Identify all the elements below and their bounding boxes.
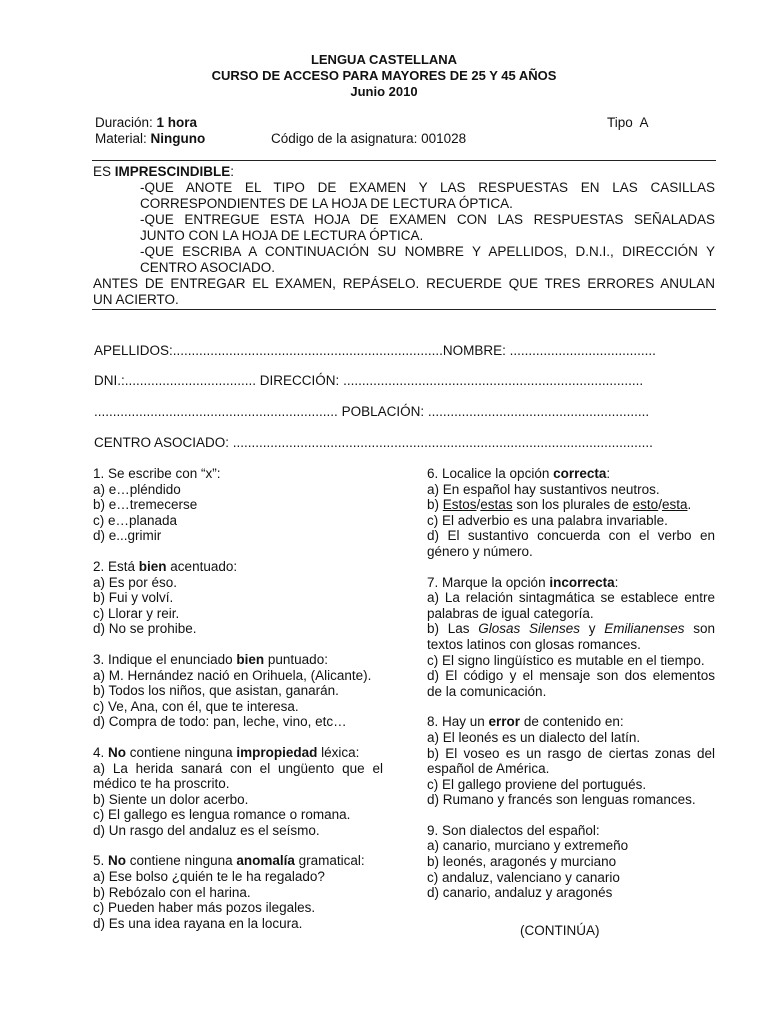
q8-stem (427, 714, 715, 730)
code-value: 001028 (421, 131, 467, 146)
instructions-lead (93, 164, 234, 180)
q4-option-a-line-1: a) La herida sanará con el ungüento que el (93, 760, 383, 776)
material-line (95, 131, 205, 147)
instruction-1-line-1: -QUE ANOTE EL TIPO DE EXAMEN Y LAS RESPUESTAS EN LAS CASILLAS (140, 180, 715, 195)
nombre-dots[interactable]: ....................................... (509, 343, 656, 358)
q8-stem-post: de contenido en: (520, 714, 624, 730)
q9-option-d: d) canario, andaluz y aragonés (427, 885, 613, 901)
q5-option-d: d) Es una idea rayana en la locura. (93, 915, 303, 931)
q6-option-a: a) En español hay sustantivos neutros. (427, 481, 660, 497)
q2-stem-bold: bien (138, 558, 167, 574)
q2-option-b: b) Fui y volví. (93, 590, 174, 606)
q5-stem-bold-2: anomalía (236, 853, 295, 869)
lead-suffix: : (230, 164, 235, 179)
q4-stem-bold-1: No (108, 744, 127, 760)
duration-label: Duración: (95, 115, 153, 130)
q3-option-d: d) Compra de todo: pan, leche, vino, etc… (93, 714, 347, 730)
q6-b-mid: son los plurales de (512, 497, 633, 513)
q8-stem-bold: error (488, 714, 521, 730)
q5-option-b: b) Rebózalo con el harina. (93, 884, 251, 900)
q7-option-b-line-1 (427, 621, 715, 637)
direccion-dots[interactable]: ................................................................................ (343, 373, 644, 388)
q6-option-d-line-1: d) El sustantivo concuerda con el verbo en (427, 528, 715, 544)
dni-dots[interactable]: ................................... (124, 373, 260, 388)
q9-stem: 9. Son dialectos del español: (427, 822, 600, 838)
material-value: Ninguno (150, 131, 206, 146)
q3-stem-pre: 3. Indique el enunciado (93, 651, 237, 667)
q3-option-a: a) M. Hernández nació en Orihuela, (Alicante). (93, 667, 372, 683)
material-label: Material: (95, 131, 147, 146)
direccion-label: DIRECCIÓN: (259, 373, 344, 388)
q6-stem-post: : (606, 466, 611, 481)
q5-stem (93, 853, 383, 869)
address-continuation-dots[interactable]: ................................................................. (94, 404, 342, 419)
q7-b-mid: y (579, 621, 605, 637)
centro-field[interactable] (94, 435, 653, 451)
q8-option-b-line-2: español de América. (427, 761, 550, 777)
type-label: Tipo (607, 115, 633, 130)
q7-b-post: son (684, 621, 715, 637)
lead-prefix: ES (93, 164, 115, 179)
q4-stem (93, 745, 383, 761)
exam-date: Junio 2010 (350, 84, 418, 99)
q7-b-emilianenses: Emilianenses (604, 621, 685, 637)
poblacion-dots[interactable]: ........................................................... (427, 404, 650, 419)
instruction-2 (140, 212, 715, 228)
subject-title: LENGUA CASTELLANA (310, 52, 458, 67)
q5-num: 5. (93, 853, 109, 869)
q6-stem (427, 466, 715, 482)
q3-stem-post: puntuado: (264, 651, 328, 667)
instruction-2-line-2: JUNTO CON LA HOJA DE LECTURA ÓPTICA. (140, 228, 424, 243)
warning-line-2: UN ACIERTO. (93, 292, 179, 307)
q7-option-a-line-2: palabras de igual categoría. (427, 605, 594, 621)
dni-label: DNI.: (94, 373, 125, 388)
divider-top (92, 160, 716, 161)
q3-stem (93, 652, 383, 668)
q6-b-estas: estas (480, 497, 513, 513)
q7-b-pre: b) Las (427, 621, 479, 637)
q4-stem-bold-2: impropiedad (236, 744, 318, 760)
q6-b-esto: esto (632, 497, 659, 513)
divider-bottom (92, 309, 716, 310)
q8-option-b-line-1: b) El voseo es un rasgo de ciertas zonas del (427, 745, 715, 761)
questions-right-column (427, 466, 715, 901)
instruction-3-line-1: -QUE ESCRIBA A CONTINUACIÓN SU NOMBRE Y APELLIDOS, D.N.I., DIRECCIÓN Y (140, 244, 715, 259)
q6-option-d-line-2: género y número. (427, 543, 533, 559)
duration-value: 1 hora (156, 115, 198, 130)
apellidos-field[interactable] (94, 343, 656, 359)
poblacion-field[interactable] (94, 404, 649, 420)
q2-option-c: c) Llorar y reir. (93, 605, 180, 621)
q6-b-esta: esta (661, 497, 688, 513)
q8-stem-pre: 8. Hay un (427, 714, 489, 730)
centro-dots[interactable]: ................................................................................................................ (232, 435, 653, 450)
q8-option-d: d) Rumano y francés son lenguas romances. (427, 792, 696, 808)
q7-option-d-line-1: d) El código y el mensaje son dos elementos (427, 668, 715, 684)
questions-left-column (93, 466, 383, 931)
q3-stem-bold: bien (236, 651, 265, 667)
dni-field[interactable] (94, 373, 643, 389)
code-label: Código de la asignatura: (271, 131, 418, 146)
duration-line (95, 115, 197, 131)
q7-option-d-line-2: de la comunicación. (427, 683, 547, 699)
q7-stem-bold: incorrecta (549, 574, 615, 590)
q5-stem-post: gramatical: (294, 853, 365, 869)
q6-stem-bold: correcta (553, 466, 607, 481)
q2-option-a: a) Es por éso. (93, 574, 178, 590)
q7-stem-post: : (614, 574, 619, 590)
continues-note: (CONTINÚA) (520, 923, 600, 938)
q4-option-c: c) El gallego es lengua romance o romana. (93, 807, 351, 823)
instruction-3-line-2: CENTRO ASOCIADO. (140, 260, 276, 275)
q5-option-c: c) Pueden haber más pozos ilegales. (93, 900, 316, 916)
q2-stem (93, 559, 383, 575)
warning-line-1: ANTES DE ENTREGAR EL EXAMEN, REPÁSELO. RECUERDE QUE TRES ERRORES ANULAN (93, 276, 715, 291)
subject-code (271, 131, 466, 147)
q3-option-c: c) Ve, Ana, con él, que te interesa. (93, 698, 299, 714)
q4-num: 4. (93, 744, 109, 760)
apellidos-dots[interactable]: ........................................................................ (172, 343, 443, 358)
q7-option-b-line-2: textos latinos con glosas romances. (427, 636, 641, 652)
nombre-label: NOMBRE: (442, 343, 510, 358)
q1-option-c: c) e…planada (93, 512, 178, 528)
instruction-2-line-1: -QUE ENTREGUE ESTA HOJA DE EXAMEN CON LAS RESPUESTAS SEÑALADAS (140, 212, 715, 227)
poblacion-label: POBLACIÓN: (341, 404, 428, 419)
exam-type (607, 115, 649, 131)
instruction-3 (140, 244, 715, 260)
q4-stem-post: léxica: (317, 744, 360, 760)
q1-stem: 1. Se escribe con “x”: (93, 466, 221, 481)
q6-b-sep: / (476, 497, 481, 513)
q4-option-b: b) Siente un dolor acerbo. (93, 791, 249, 807)
q6-stem-pre: 6. Localice la opción (427, 466, 554, 481)
q2-stem-post: acentuado: (166, 558, 238, 574)
q7-stem (427, 575, 715, 591)
course-title: CURSO DE ACCESO PARA MAYORES DE 25 Y 45 AÑOS (211, 68, 557, 83)
q4-option-d: d) Un rasgo del andaluz es el seísmo. (93, 822, 320, 838)
q6-b-estos: Estos (442, 497, 477, 513)
q5-option-a: a) Ese bolso ¿quién te le ha regalado? (93, 869, 325, 885)
type-value: A (639, 115, 649, 130)
q1-option-d: d) e...grimir (93, 528, 162, 544)
apellidos-label: APELLIDOS: (94, 343, 173, 358)
warning (93, 276, 715, 292)
lead-bold: IMPRESCINDIBLE (114, 164, 231, 179)
q1-option-b: b) e…tremecerse (93, 497, 198, 513)
q7-option-a-line-1: a) La relación sintagmática se establece entre (427, 590, 715, 606)
instruction-1-line-2: CORRESPONDIENTES DE LA HOJA DE LECTURA ÓPTICA. (140, 196, 513, 211)
q8-option-a: a) El leonés es un dialecto del latín. (427, 729, 641, 745)
q2-option-d: d) No se prohibe. (93, 621, 197, 637)
q6-b-pre: b) (427, 497, 443, 513)
centro-label: CENTRO ASOCIADO: (94, 435, 233, 450)
q5-stem-bold-1: No (108, 853, 127, 869)
q7-option-c: c) El signo lingüístico es mutable en el tiempo. (427, 652, 705, 668)
q2-stem-pre: 2. Está (93, 558, 139, 574)
instruction-1 (140, 180, 715, 196)
q9-option-c: c) andaluz, valenciano y canario (427, 869, 620, 885)
q3-option-b: b) Todos los niños, que asistan, ganarán. (93, 683, 339, 699)
q6-b-end: . (687, 497, 692, 513)
q4-option-a-line-2: médico te ha proscrito. (93, 776, 230, 792)
q7-stem-pre: 7. Marque la opción (427, 574, 550, 590)
q6-b-sep-2: / (658, 497, 662, 513)
q7-b-glosas-silenses: Glosas Silenses (478, 621, 580, 637)
q6-option-c: c) El adverbio es una palabra invariable. (427, 512, 668, 528)
q1-option-a: a) e…pléndido (93, 481, 181, 497)
q5-stem-mid: contiene ninguna (126, 853, 237, 869)
q9-option-a: a) canario, murciano y extremeño (427, 838, 629, 854)
q8-option-c: c) El gallego proviene del portugués. (427, 776, 647, 792)
q9-option-b: b) leonés, aragonés y murciano (427, 854, 617, 870)
q6-option-b (427, 497, 715, 513)
q4-stem-mid: contiene ninguna (126, 744, 237, 760)
